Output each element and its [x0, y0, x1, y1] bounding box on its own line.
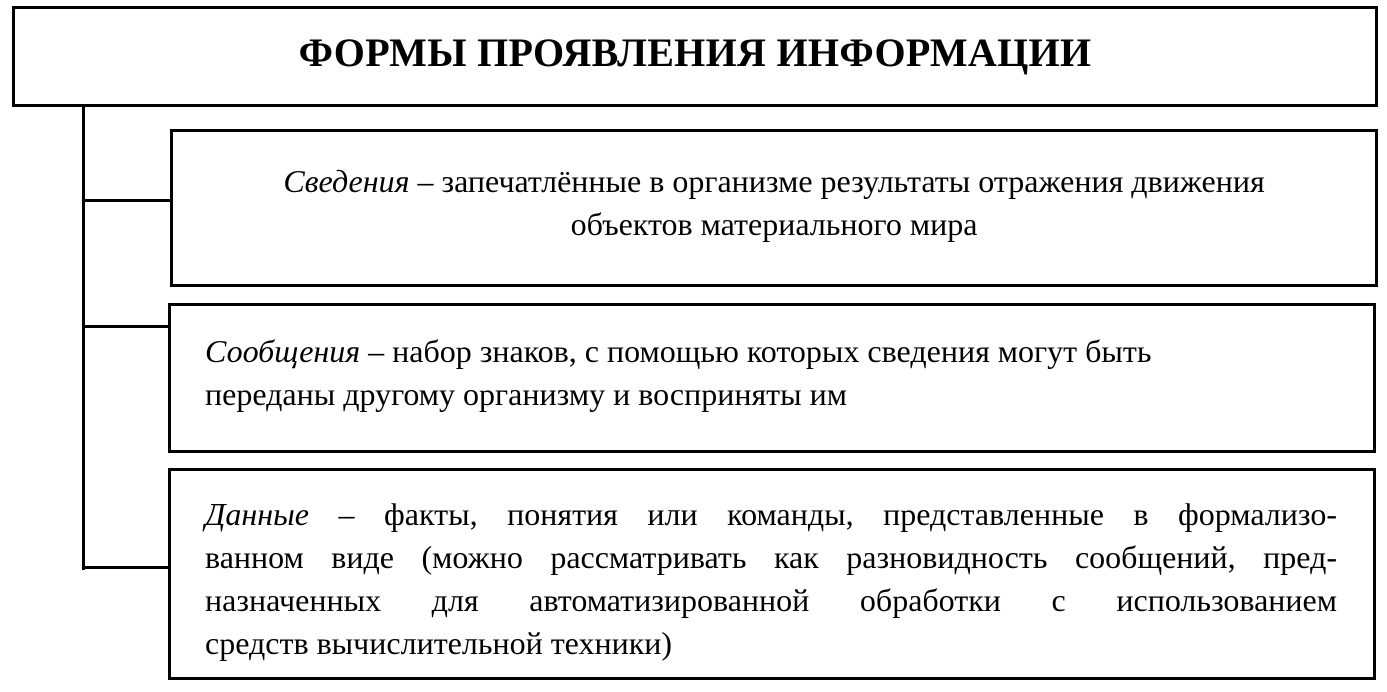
connector-branch-2	[82, 325, 172, 328]
form-box-soobshcheniya	[168, 303, 1376, 453]
term-dash: –	[360, 333, 393, 369]
form-line-text: запечатлённые в организме результаты отражения движения	[441, 163, 1265, 199]
form-term: Данные	[205, 496, 309, 532]
connector-branch-1	[82, 199, 172, 202]
form-description-svedeniya	[173, 160, 1375, 246]
form-box-svedeniya	[170, 129, 1378, 287]
form-line: средств вычислительной техники)	[205, 625, 673, 661]
connector-branch-3	[82, 566, 172, 569]
form-description-soobshcheniya	[205, 330, 1339, 416]
form-box-dannye	[168, 468, 1376, 680]
form-line-text: набор знаков, с помощью которых сведения могут быть	[392, 333, 1152, 369]
form-line	[205, 330, 1339, 373]
form-line: ванном виде (можно рассматривать как разновидность сообщений, пред-	[205, 539, 1337, 575]
term-dash: –	[308, 496, 385, 532]
form-line: переданы другому организму и восприняты им	[205, 376, 848, 412]
diagram-title: ФОРМЫ ПРОЯВЛЕНИЯ ИНФОРМАЦИИ	[298, 30, 1092, 75]
term-dash: –	[409, 163, 442, 199]
form-term: Сведения	[283, 163, 410, 199]
form-line: объектов материального мира	[570, 206, 978, 242]
form-term: Сообщения	[205, 333, 361, 369]
form-description-dannye	[205, 493, 1337, 665]
form-line: назначенных для автоматизированной обработки с использованием	[205, 582, 1337, 618]
form-line	[209, 160, 1339, 203]
connector-trunk	[82, 105, 85, 570]
form-line-text: факты, понятия или команды, представленные в формализо-	[384, 496, 1338, 532]
form-line	[205, 493, 1337, 536]
title-box	[12, 6, 1378, 107]
